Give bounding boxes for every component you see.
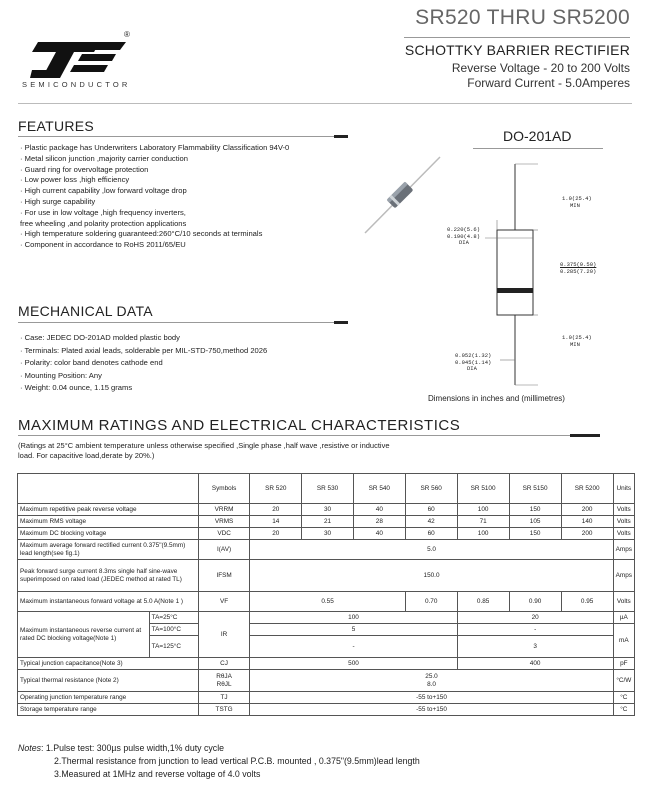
feature-item: · High current capability ,low forward voltage drop xyxy=(20,186,400,197)
value-line: 25.0 xyxy=(425,673,438,680)
mechanical-item: · Case: JEDEC DO-201AD molded plastic body xyxy=(20,332,400,345)
cell: 150 xyxy=(509,504,561,516)
package-label-box xyxy=(453,124,613,154)
dim-value: DIA xyxy=(467,365,477,372)
note-line xyxy=(18,742,420,755)
table-row xyxy=(18,612,635,624)
header-blank xyxy=(18,474,199,504)
ratings-rule xyxy=(18,435,600,436)
symbol-line: RθJL xyxy=(216,680,232,688)
dim-value: 0.220(5.6) xyxy=(447,226,481,233)
dim-value: 0.285(7.20) xyxy=(560,267,597,275)
feature-item-continued xyxy=(20,219,400,230)
row-unit: Amps xyxy=(613,540,634,560)
dim-value: 0.190(4.8) xyxy=(447,232,481,240)
table-row xyxy=(18,658,635,670)
dimensions-note: Dimensions in inches and (millimetres) xyxy=(428,394,565,403)
brand-text: SEMICONDUCTOR xyxy=(22,80,131,89)
mechanical-rule-accent xyxy=(334,321,348,324)
cell: 400 xyxy=(457,658,613,670)
package-underline xyxy=(473,148,603,149)
cell: 0.70 xyxy=(405,592,457,612)
cell: 30 xyxy=(302,504,354,516)
dim-value: 0.375(9.50) xyxy=(560,261,597,268)
feature-item: · For use in low voltage ,high frequency inverters, xyxy=(20,208,400,219)
cell: 14 xyxy=(250,516,302,528)
note-3: 3.Measured at 1MHz and reverse voltage of 4.0 volts xyxy=(54,769,261,779)
row-symbol: IFSM xyxy=(198,560,250,592)
dim-lead-diameter xyxy=(455,353,491,373)
feature-item: · Plastic package has Underwriters Laboratory Flammability Classification 94V-0 xyxy=(20,143,400,154)
cell: 0.85 xyxy=(457,592,509,612)
cell: 150 xyxy=(509,528,561,540)
cell: 100 xyxy=(457,528,509,540)
row-unit: Volts xyxy=(613,528,634,540)
value-line: 8.0 xyxy=(427,680,436,688)
row-symbol: VDC xyxy=(198,528,250,540)
table-row xyxy=(18,670,635,692)
header-col: SR 560 xyxy=(405,474,457,504)
dim-value: DIA xyxy=(459,239,469,246)
dim-value: 1.0(25.4) xyxy=(562,195,592,202)
features-heading: FEATURES xyxy=(18,118,95,134)
features-rule xyxy=(18,136,348,137)
row-unit: °C xyxy=(613,692,634,704)
temp-cond: TA=100°C xyxy=(149,624,198,636)
row-unit: Volts xyxy=(613,516,634,528)
table-row xyxy=(18,504,635,516)
dim-body-diameter xyxy=(447,227,480,247)
row-unit: Volts xyxy=(613,504,634,516)
dim-value: MIN xyxy=(570,201,580,209)
header-col: SR 540 xyxy=(353,474,405,504)
cell: 5 xyxy=(250,624,457,636)
row-symbol: TJ xyxy=(198,692,250,704)
temp-cond: TA=25°C xyxy=(149,612,198,624)
cell: 105 xyxy=(509,516,561,528)
ratings-heading: MAXIMUM RATINGS AND ELECTRICAL CHARACTERISTICS xyxy=(18,417,461,434)
table-row xyxy=(18,592,635,612)
row-symbol: CJ xyxy=(198,658,250,670)
table-row xyxy=(18,528,635,540)
table-row xyxy=(18,516,635,528)
feature-item: · Low power loss ,high efficiency xyxy=(20,175,400,186)
row-label: Maximum DC blocking voltage xyxy=(18,528,199,540)
row-unit: °C xyxy=(613,704,634,716)
ratings-table xyxy=(17,473,635,716)
row-symbol: VRRM xyxy=(198,504,250,516)
header-units: Units xyxy=(613,474,634,504)
mechanical-list xyxy=(20,332,400,395)
feature-item: · High temperature soldering guaranteed:260°C/10 seconds at terminals xyxy=(20,229,400,240)
table-row xyxy=(18,692,635,704)
header-col: SR 5100 xyxy=(457,474,509,504)
cell: -55 to+150 xyxy=(250,692,613,704)
mechanical-item: · Polarity: color band denotes cathode end xyxy=(20,357,400,370)
cell: - xyxy=(457,624,613,636)
mechanical-item: · Weight: 0.04 ounce, 1.15 grams xyxy=(20,382,400,395)
row-label: Maximum repetitive peak reverse voltage xyxy=(18,504,199,516)
page-title: SR520 THRU SR5200 xyxy=(415,6,630,29)
row-unit: pF xyxy=(613,658,634,670)
row-symbol xyxy=(198,670,250,692)
feature-item: · Component in accordance to RoHS 2011/65/EU xyxy=(20,240,400,251)
header-col: SR 5150 xyxy=(509,474,561,504)
reverse-voltage-spec: Reverse Voltage - 20 to 200 Volts xyxy=(451,61,630,75)
cell: 40 xyxy=(353,504,405,516)
cell: 40 xyxy=(353,528,405,540)
title-divider xyxy=(404,37,630,38)
row-symbol: IR xyxy=(198,612,250,658)
mechanical-item: · Mounting Position: Any xyxy=(20,370,400,383)
cell: -55 to+150 xyxy=(250,704,613,716)
dim-value: 0.052(1.32) xyxy=(455,352,492,359)
registered-mark: ® xyxy=(124,30,130,39)
mechanical-rule xyxy=(18,322,348,323)
row-symbol: TSTG xyxy=(198,704,250,716)
dim-body-length xyxy=(560,262,596,275)
row-label: Typical junction capacitance(Note 3) xyxy=(18,658,199,670)
cell: 60 xyxy=(405,528,457,540)
feature-item: · High surge capability xyxy=(20,197,400,208)
feature-item: · Metal silicon junction ,majority carrier conduction xyxy=(20,154,400,165)
notes-label: Notes xyxy=(18,743,41,753)
dim-lead-bottom xyxy=(562,335,592,348)
row-label: Typical thermal resistance (Note 2) xyxy=(18,670,199,692)
cell: - xyxy=(250,636,457,658)
dim-value: MIN xyxy=(570,340,580,348)
table-row xyxy=(18,540,635,560)
table-row xyxy=(18,560,635,592)
ratings-note-line2: load. For capacitive load,derate by 20%.) xyxy=(18,451,155,460)
row-unit: Volts xyxy=(613,592,634,612)
dim-value: 0.045(1.14) xyxy=(455,358,492,366)
table-row xyxy=(18,704,635,716)
forward-current-spec: Forward Current - 5.0Amperes xyxy=(467,76,630,90)
features-rule-accent xyxy=(334,135,348,138)
row-label: Maximum instantaneous reverse current at rated DC blocking voltage(Note 1) xyxy=(18,612,150,658)
cell: 20 xyxy=(457,612,613,624)
row-label: Maximum RMS voltage xyxy=(18,516,199,528)
row-symbol: I(AV) xyxy=(198,540,250,560)
cell: 30 xyxy=(302,528,354,540)
cell: 140 xyxy=(561,516,613,528)
temp-cond: TA=125°C xyxy=(149,636,198,658)
cell: 60 xyxy=(405,504,457,516)
header-col: SR 530 xyxy=(302,474,354,504)
row-unit: Amps xyxy=(613,560,634,592)
feature-item: · Guard ring for overvoltage protection xyxy=(20,165,400,176)
row-label: Peak forward surge current 8.3ms single half sine-wave superimposed on rated load (JEDEC method at rated TL) xyxy=(18,560,199,592)
cell: 20 xyxy=(250,504,302,516)
cell: 150.0 xyxy=(250,560,613,592)
cell: 100 xyxy=(250,612,457,624)
row-symbol: VRMS xyxy=(198,516,250,528)
note-1: : 1.Pulse test: 300µs pulse width,1% duty cycle xyxy=(40,743,225,753)
diode-photo xyxy=(360,155,445,235)
mechanical-item: · Terminals: Plated axial leads, solderable per MIL-STD-750,method 2026 xyxy=(20,345,400,358)
row-symbol: VF xyxy=(198,592,250,612)
cell: 5.0 xyxy=(250,540,613,560)
ratings-note-line1: (Ratings at 25°C ambient temperature unless otherwise specified ,Single phase ,half wave ,resistive or inductive xyxy=(18,441,390,450)
cell: 0.95 xyxy=(561,592,613,612)
cell: 28 xyxy=(353,516,405,528)
cell: 200 xyxy=(561,504,613,516)
note-2: 2.Thermal resistance from junction to lead vertical P.C.B. mounted , 0.375"(9.5mm)lead length xyxy=(54,756,420,766)
cell: 21 xyxy=(302,516,354,528)
dim-lead-top xyxy=(562,196,592,209)
ratings-rule-accent xyxy=(570,434,600,437)
header-symbols: Symbols xyxy=(198,474,250,504)
row-unit: µA xyxy=(613,612,634,624)
header-col: SR 520 xyxy=(250,474,302,504)
cell: 71 xyxy=(457,516,509,528)
cell: 42 xyxy=(405,516,457,528)
cell: 3 xyxy=(457,636,613,658)
cell: 500 xyxy=(250,658,457,670)
row-label: Storage temperature range xyxy=(18,704,199,716)
row-label: Maximum instantaneous forward voltage at 5.0 A(Note 1 ) xyxy=(18,592,199,612)
row-label: Operating junction temperature range xyxy=(18,692,199,704)
page-subtitle: SCHOTTKY BARRIER RECTIFIER xyxy=(404,42,630,58)
notes-block xyxy=(18,742,420,781)
cell: 20 xyxy=(250,528,302,540)
feature-continuation: free wheeling ,and polarity protection applications xyxy=(20,218,187,228)
package-name: DO-201AD xyxy=(503,128,572,144)
symbol-line: RθJA xyxy=(216,673,232,680)
cell: 0.90 xyxy=(509,592,561,612)
mechanical-heading: MECHANICAL DATA xyxy=(18,303,153,319)
header-divider xyxy=(18,103,632,104)
row-unit: mA xyxy=(613,624,634,658)
cell: 200 xyxy=(561,528,613,540)
cell: 100 xyxy=(457,504,509,516)
header-col: SR 5200 xyxy=(561,474,613,504)
table-header-row xyxy=(18,474,635,504)
row-label: Maximum average forward rectified current 0.375"(9.5mm) lead length(see fig.1) xyxy=(18,540,199,560)
dim-value: 1.0(25.4) xyxy=(562,334,592,341)
row-unit: °C/W xyxy=(613,670,634,692)
cell xyxy=(250,670,613,692)
cell: 0.55 xyxy=(250,592,405,612)
features-list xyxy=(20,143,400,251)
